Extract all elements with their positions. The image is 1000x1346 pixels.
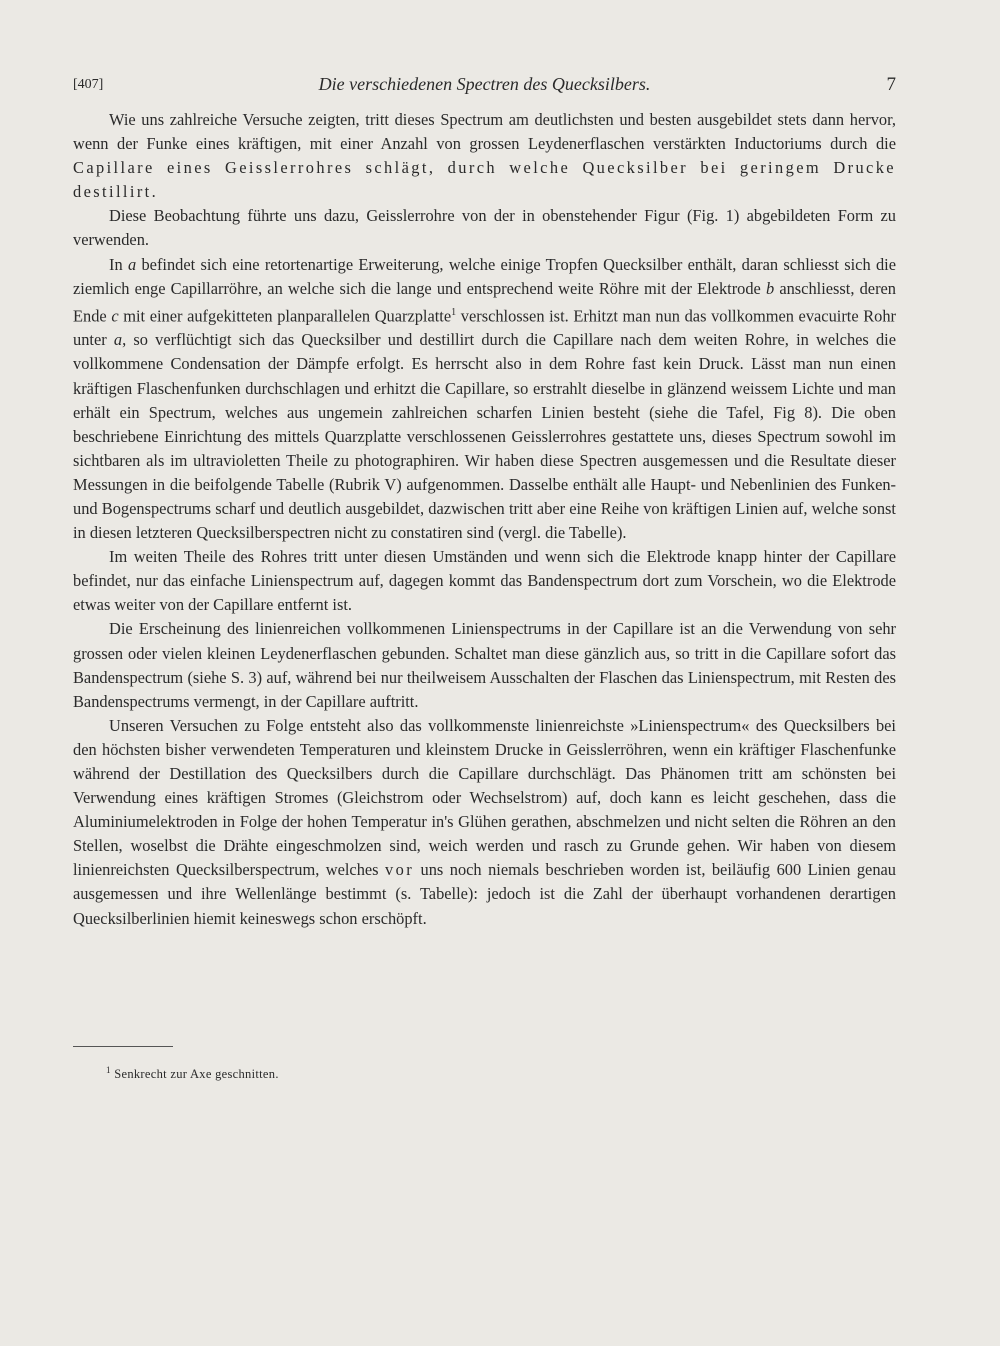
footnote (106, 1065, 279, 1082)
paragraph-3-text: mit einer aufgekitteten planparallelen Quarzplatte (118, 306, 452, 326)
paragraph-3-text: verschlossen ist. Erhitzt man nun das vollkommen evacuirte Rohr unter (73, 306, 897, 350)
paragraph-2: Diese Beobachtung führte uns dazu, Geisslerrohre von der in obenstehender Figur (Fig. 1) abgebildeten Form zu verwenden. (73, 206, 896, 250)
running-header (73, 74, 896, 98)
paragraph-4: Im weiten Theile des Rohres tritt unter diesen Umständen und wenn sich die Elektrode knapp hinter der Capillare befindet, nur das einfache Linienspectrum auf, dagegen kommt das Bandenspectrum dort zum Vorschein, wo die Elektrode etwas weiter von der Capillare entfernt ist. (73, 547, 896, 615)
paragraph-5: Die Erscheinung des linienreichen vollkommenen Linienspectrums in der Capillare ist an die Verwendung von sehr grossen oder vielen kleinen Leydenerflaschen gebunden. Schaltet man diese gänzlich aus, so tritt in die Capillare sofort das Bandenspectrum (siehe S. 3) auf, während bei nur theilweisem Ausschalten der Flaschen das Linienspectrum, mit Resten des Bandenspectrums vermengt, in der Capillare auftritt. (73, 619, 896, 711)
paragraph-3-text: In (109, 254, 128, 274)
paragraph-6 (73, 714, 896, 931)
paragraph-3-text: , so verflüchtigt sich das Quecksilber und destillirt durch die Capillare nach dem weiten Rohre, in welches die vollkommene Condensation der Dämpfe erfolgt. Es herrscht also in dem Rohre fast kein Druck. Lässt man nun einen kräftigen Flaschenfunken durchschlagen und erhitzt die Capillare, so erstrahlt dieselbe in glänzend weissem Lichte und man erhält ein Spectrum, welches aus ungemein zahlreichen scharfen Linien besteht (siehe die Tafel, Fig 8). Die oben beschriebene Einrichtung des mittels Quarzplatte verschlossenen Geisslerrohres gestattete uns, dieses Spectrum sowohl im sichtbaren als im ultravioletten Theile zu photographiren. Wir haben diese Spectren ausgemessen und die Resultate dieser Messungen in die beifolgende Tabelle (Rubrik V) aufgenommen. Dasselbe enthält alle Haupt- und Nebenlinien des Funken- und Bogenspectrums scharf und deutlich ausgebildet, dazwischen tritt aber eine Reihe von kräftigen Linien auf, welche sonst in diesen letzteren Quecksilberspectren nicht zu constatiren sind (vergl. die Tabelle). (73, 330, 897, 543)
paragraph-3-text: befindet sich eine retortenartige Erweiterung, welche einige Tropfen Quecksilber enthält, daran schliesst sich die ziemlich enge Capillarröhre, an welche sich die lange und entsprechend weite Röhre mit der Elektrode (73, 254, 896, 298)
running-title: Die verschiedenen Spectren des Quecksilbers. (318, 74, 651, 94)
paragraph-1-spaced-text: Capillare eines Geisslerrohres schlägt, durch welche Quecksilber bei geringem Drucke destillirt. (73, 158, 896, 202)
label-b: b (765, 278, 775, 298)
paragraph-1-text: Wie uns zahlreiche Versuche zeigten, tritt dieses Spectrum am deutlichsten und besten ausgebildet stets dann hervor, wenn der Funke eines kräftigen, mit einer Anzahl von grossen Leydenerflaschen verstärkten Inductoriums durch die (73, 110, 896, 154)
label-a: a (113, 330, 123, 350)
paragraph-3-text: anschliesst, deren Ende (73, 278, 896, 326)
paragraph-1 (73, 108, 896, 204)
footnote-marker: 1 (451, 306, 457, 318)
body-text (73, 108, 896, 931)
label-c: c (111, 306, 119, 326)
footnote-number: 1 (106, 1065, 111, 1075)
footnote-divider (73, 1046, 173, 1047)
page-reference: [407] (73, 77, 104, 92)
paragraph-6-text: uns noch niemals beschrieben worden ist, beiläufig 600 Linien genau ausgemessen und ihre Wellenlänge bestimmt (s. Tabelle): jedoch ist die Zahl der überhaupt vorhandenen derartigen Quecksilberlinien hiemit keineswegs schon erschöpft. (73, 860, 896, 928)
paragraph-6-text: Unseren Versuchen zu Folge entsteht also das vollkommenste linienreichste »Linienspectrum« des Quecksilbers bei den höchsten bisher verwendeten Temperaturen und kleinstem Drucke in Geisslerröhren, wenn ein kräftiger Flaschenfunke während der Destillation des Quecksilbers durch die Capillare durchschlägt. Das Phänomen tritt am schönsten bei Verwendung eines kräftigen Stromes (Gleichstrom oder Wechselstrom) auf, doch kann es leicht geschehen, dass die Aluminiumelektroden in Folge der hohen Temperatur in's Glühen gerathen, abschmelzen und nicht selten die Röhren an den Stellen, woselbst die Drähte eingeschmolzen sind, weich werden und rasch zu Grunde gehen. Wir haben von diesem linienreichsten Quecksilberspectrum, welches (73, 715, 896, 880)
footnote-text: Senkrecht zur Axe geschnitten. (110, 1067, 279, 1082)
paragraph-3 (73, 253, 896, 546)
page-number: 7 (886, 74, 896, 95)
label-a: a (127, 254, 137, 274)
emphasis-vor: vor (385, 860, 415, 880)
